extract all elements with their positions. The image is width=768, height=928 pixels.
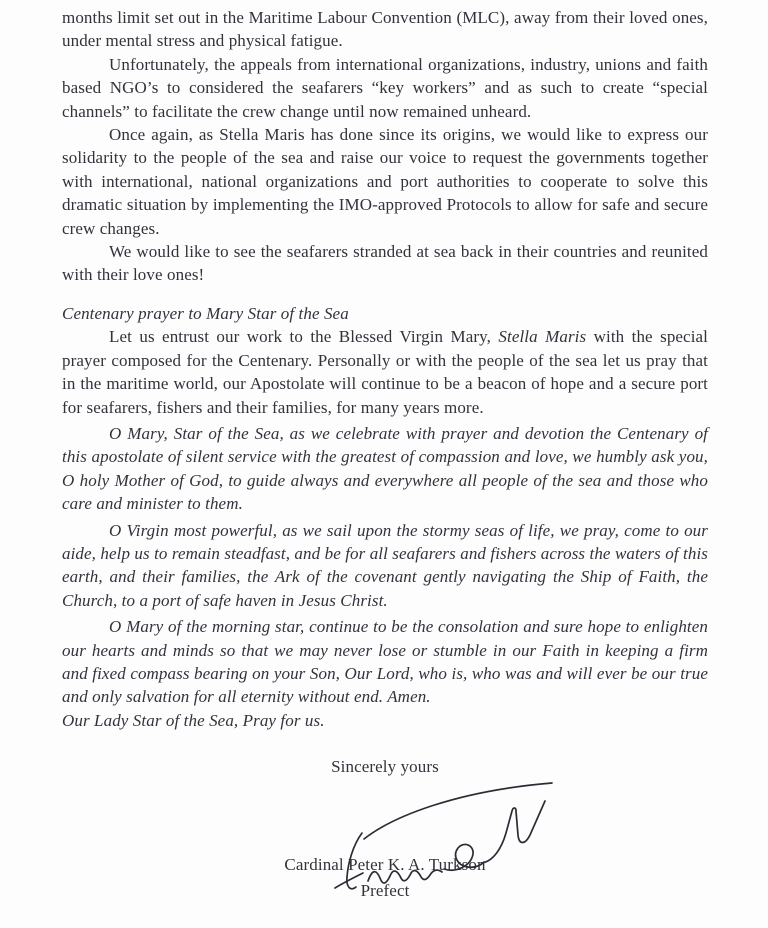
entrust-paragraph: [62, 325, 708, 419]
body-paragraph: Unfortunately, the appeals from international organizations, industry, unions and faith based NGO’s to considered the seafarers “key workers” and as such to create “special channels” to facilitate the crew change until now remained unheard.: [62, 54, 708, 121]
prayer-paragraph: O Mary, Star of the Sea, as we celebrate with prayer and devotion the Centenary of this apostolate of silent service with the greatest of compassion and love, we humbly ask you, O holy Mother of God, to guide always and everywhere all people of the sea and those who care and minister to them.: [62, 423, 708, 514]
body-paragraph: months limit set out in the Maritime Labour Convention (MLC), away from their loved ones, under mental stress and physical fatigue.: [62, 8, 708, 51]
invocation-line: Our Lady Star of the Sea, Pray for us.: [62, 710, 325, 730]
closing-block: [62, 755, 708, 902]
signer-name: Cardinal Peter K. A. Turkson: [284, 854, 486, 874]
valediction: Sincerely yours: [331, 757, 439, 777]
entrust-text-after: with the special prayer composed for the Centenary. Personally or with the people of the sea let us pray that in the maritime world, our Apostolate will continue to be a beacon of hope and a secure port for seafarers, fishers and their families, for many years more.: [62, 327, 708, 417]
entrust-emphasis: Stella Maris: [498, 327, 587, 347]
entrust-text-before: Let us entrust our work to the Blessed Virgin Mary,: [109, 327, 499, 347]
body-paragraph: We would like to see the seafarers stranded at sea back in their countries and reunited with their love ones!: [62, 242, 708, 285]
section-heading: Centenary prayer to Mary Star of the Sea: [62, 303, 349, 323]
prayer-paragraph: O Virgin most powerful, as we sail upon the stormy seas of life, we pray, come to our aide, help us to remain steadfast, and be for all seafarers and fishers across the waters of this earth, and their families, the Ark of the covenant gently navigating the Ship of Faith, the Church, to a port of safe haven in Jesus Christ.: [62, 520, 708, 610]
prayer-paragraph: O Mary of the morning star, continue to be the consolation and sure hope to enlighten our hearts and minds so that we may never lose or stumble in our Faith in keeping a firm and fixed compass bearing on your Son, Our Lord, who is, who was and will ever be our true and only salvation for all eternity without end. Amen.: [62, 617, 708, 707]
body-paragraph: Once again, as Stella Maris has done since its origins, we would like to express our solidarity to the people of the sea and raise our voice to request the governments together with international, national organizations and port authorities to cooperate to solve this dramatic situation by implementing the IMO-approved Protocols to allow for safe and secure crew changes.: [62, 125, 708, 238]
signer-title: Prefect: [360, 881, 410, 900]
